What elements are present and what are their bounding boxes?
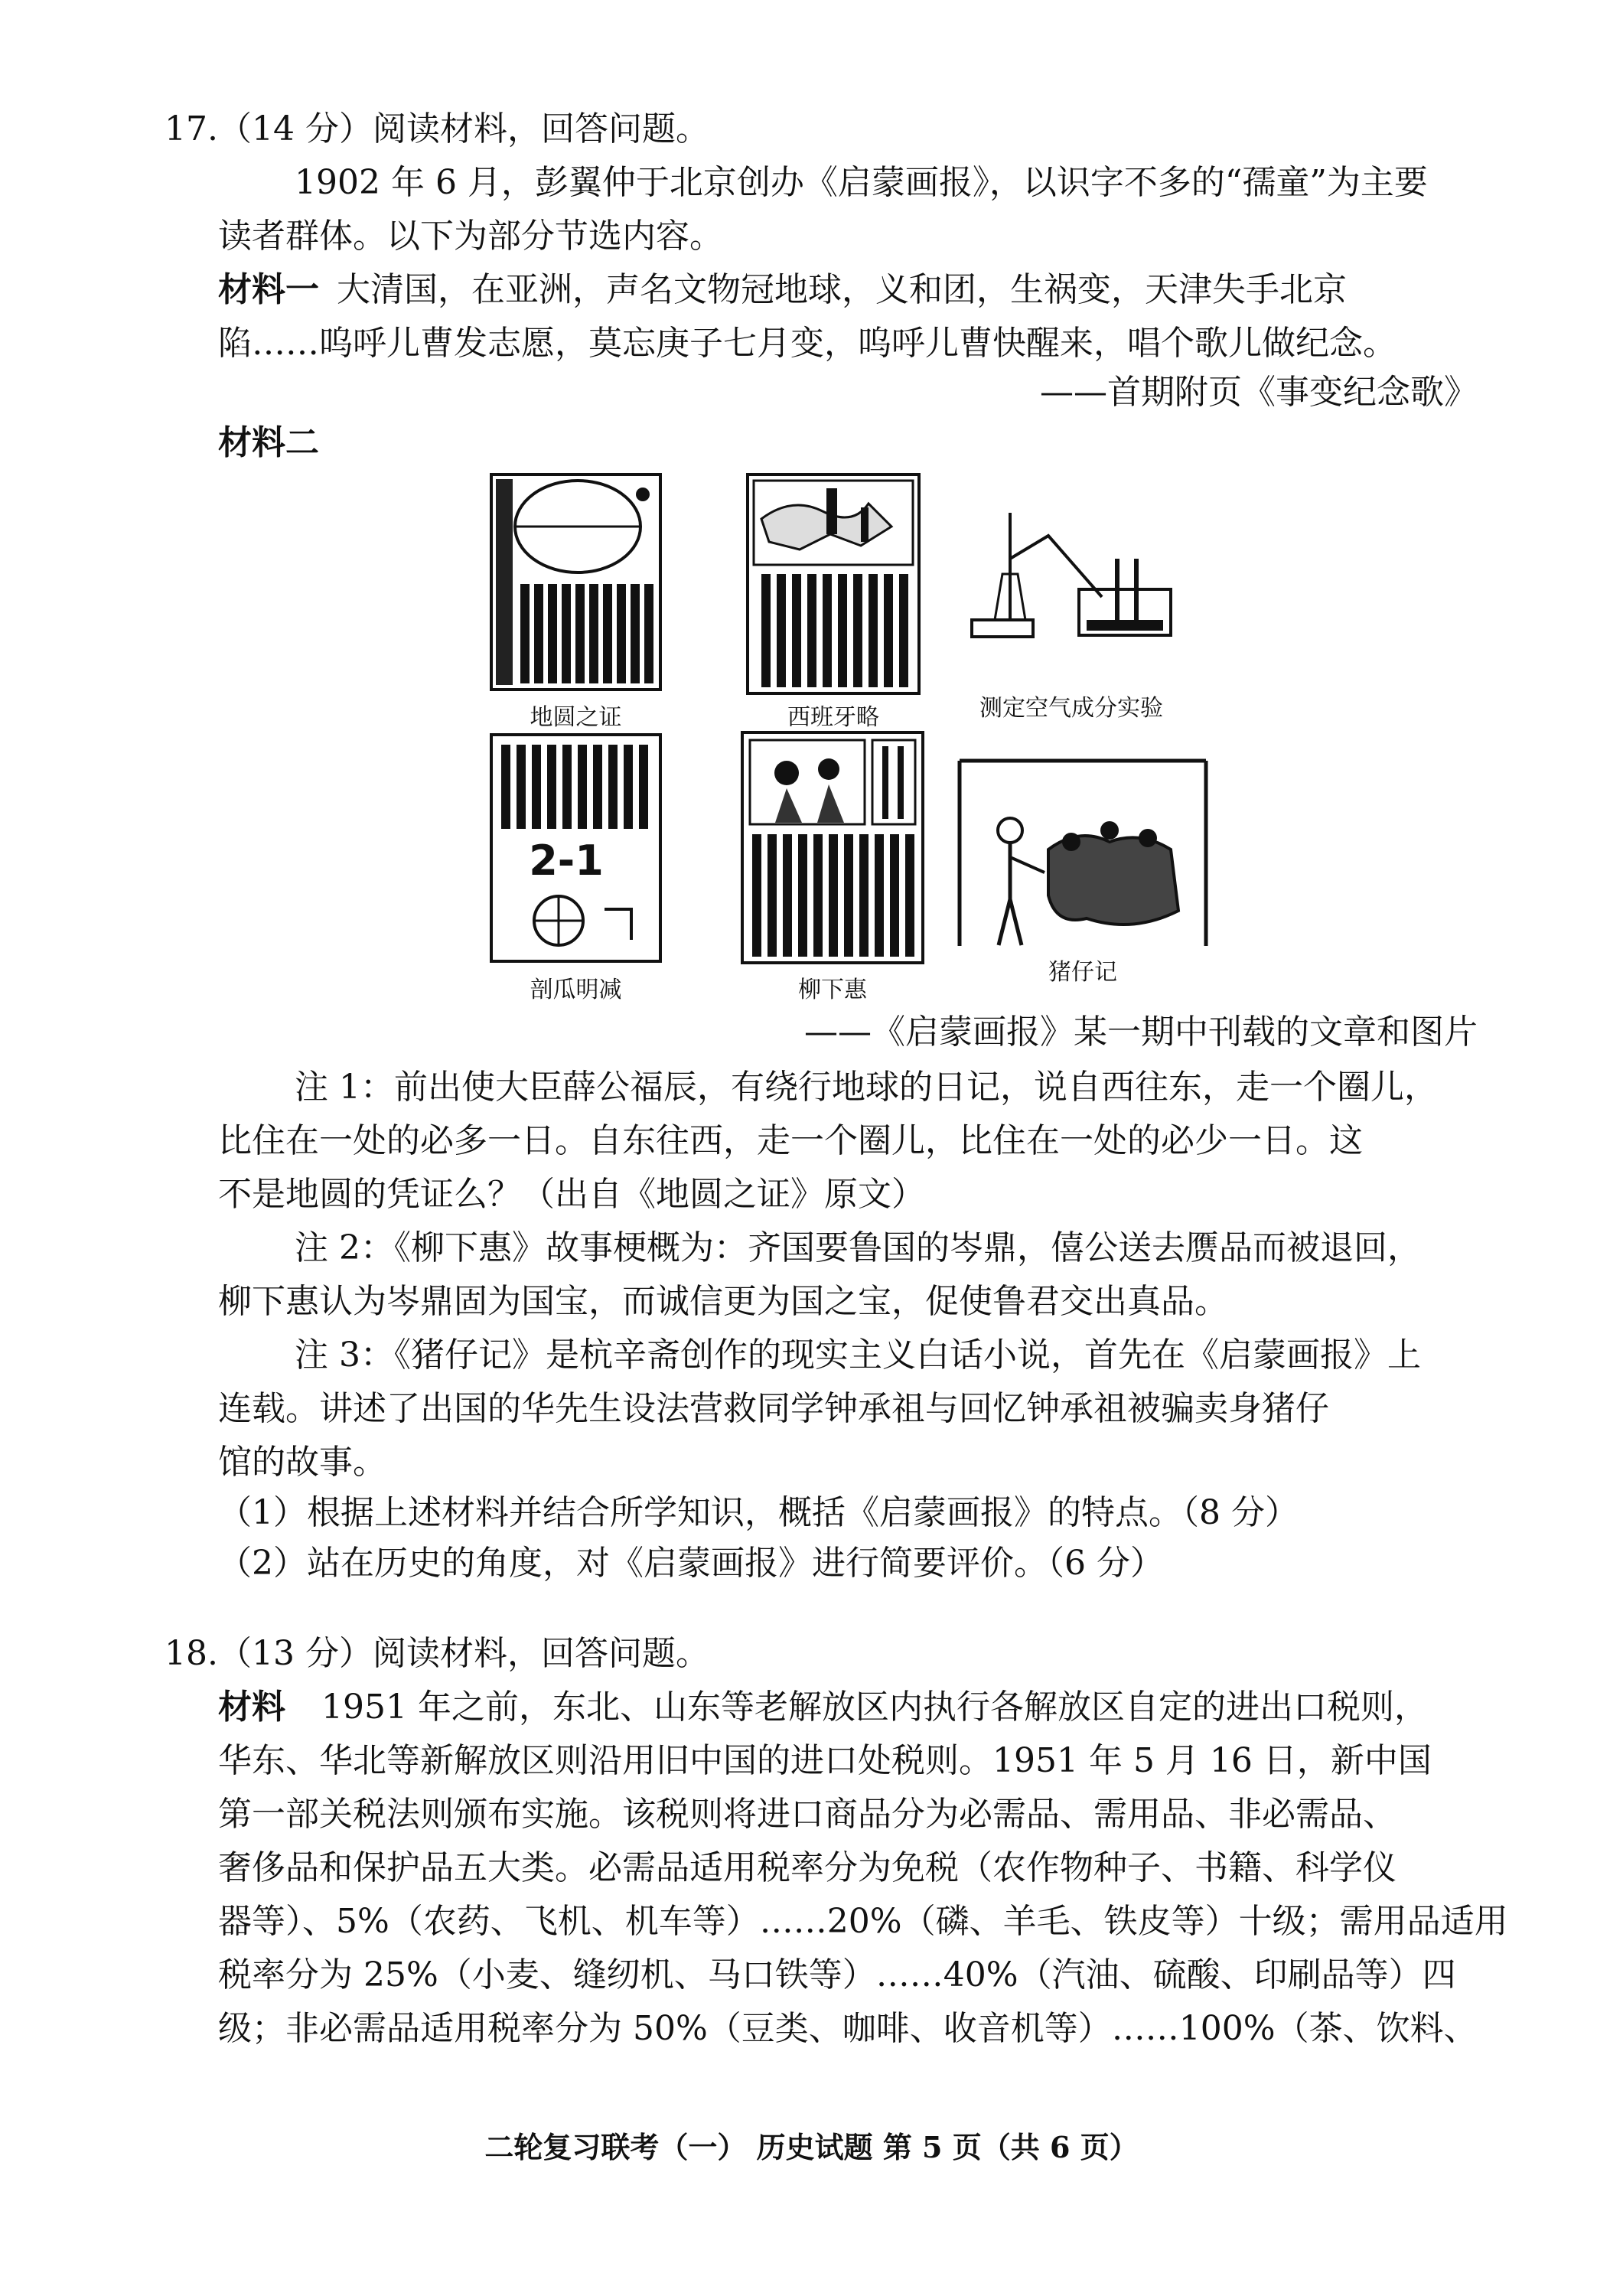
q18-heading: 18.（13 分）阅读材料，回答问题。 <box>165 1634 709 1673</box>
q17-material2-label: 材料二 <box>218 423 319 462</box>
note1-line-3: 不是地圆的凭证么？（出自《地圆之证》原文） <box>218 1175 925 1214</box>
melon-illustration <box>490 733 662 963</box>
note3-line-2: 连载。讲述了出国的华先生设法营救同学钟承祖与回忆钟承祖被骗卖身猪仔 <box>218 1389 1329 1428</box>
melon-equation: 2-1 <box>529 837 604 885</box>
caption-melon: 剖瓜明减 <box>530 977 622 1003</box>
caption-earth: 地圆之证 <box>530 704 622 731</box>
q17-heading: 17.（14 分）阅读材料，回答问题。 <box>165 109 709 148</box>
q17-intro-line-1: 1902 年 6 月，彭翼仲于北京创办《启蒙画报》，以识字不多的“孺童”为主要 <box>295 163 1428 202</box>
note3-line-3: 馆的故事。 <box>218 1443 386 1482</box>
caption-liuxiahui: 柳下惠 <box>798 977 867 1003</box>
liuxiahui-illustration <box>741 731 924 964</box>
q18-line-2: 华东、华北等新解放区则沿用旧中国的进口处税则。1951 年 5 月 16 日，新中国 <box>218 1741 1432 1780</box>
caption-spain: 西班牙略 <box>787 704 879 731</box>
piglet-story-illustration <box>957 758 1209 949</box>
q17-material1-label: 材料一 <box>218 270 319 309</box>
note3-line-1: 注 3：《猪仔记》是杭辛斋创作的现实主义白话小说，首先在《启蒙画报》上 <box>295 1336 1421 1375</box>
q18-line-5: 器等）、5%（农药、飞机、机车等）……20%（磷、羊毛、铁皮等）十级；需用品适用 <box>218 1902 1508 1941</box>
caption-air: 测定空气成分实验 <box>979 695 1163 722</box>
note1-line-1: 注 1：前出使大臣薛公福辰，有绕行地球的日记，说自西往东，走一个圈儿， <box>295 1068 1438 1107</box>
earth-proof-illustration <box>490 473 662 691</box>
q18-line-1: 1951 年之前，东北、山东等老解放区内执行各解放区自定的进出口税则， <box>321 1688 1428 1727</box>
q17-subquestion-2: （2）站在历史的角度，对《启蒙画报》进行简要评价。（6 分） <box>218 1544 1164 1583</box>
q17-material1-line-1: 大清国，在亚洲，声名文物冠地球，义和团，生祸变，天津失手北京 <box>337 270 1347 309</box>
q17-intro-line-2: 读者群体。以下为部分节选内容。 <box>218 217 723 256</box>
spain-illustration <box>746 473 921 695</box>
q18-material-label: 材料 <box>218 1688 285 1727</box>
q18-line-7: 级；非必需品适用税率分为 50%（豆类、咖啡、收音机等）……100%（茶、饮料、 <box>218 2009 1478 2048</box>
note1-line-2: 比住在一处的必多一日。自东往西，走一个圈儿，比住在一处的必少一日。这 <box>218 1121 1363 1160</box>
q17-material1-line-2: 陷……呜呼儿曹发志愿，莫忘庚子七月变，呜呼儿曹快醒来，唱个歌儿做纪念。 <box>218 324 1396 363</box>
q18-line-6: 税率分为 25%（小麦、缝纫机、马口铁等）……40%（汽油、硫酸、印刷品等）四 <box>218 1955 1456 1994</box>
caption-piglet: 猪仔记 <box>1048 959 1117 986</box>
q18-line-4: 奢侈品和保护品五大类。必需品适用税率分为免税（农作物种子、书籍、科学仪 <box>218 1848 1396 1887</box>
note2-line-1: 注 2：《柳下惠》故事梗概为：齐国要鲁国的岑鼎，僖公送去赝品而被退回， <box>295 1228 1421 1267</box>
q18-line-3: 第一部关税法则颁布实施。该税则将进口商品分为必需品、需用品、非必需品、 <box>218 1795 1396 1834</box>
q17-subquestion-1: （1）根据上述材料并结合所学知识，概括《启蒙画报》的特点。（8 分） <box>218 1493 1299 1532</box>
page-footer: 二轮复习联考（一） 历史试题 第 5 页（共 6 页） <box>484 2130 1139 2164</box>
q17-material2-source: ——《启蒙画报》某一期中刊载的文章和图片 <box>804 1013 1478 1052</box>
air-experiment-illustration <box>964 505 1178 658</box>
q17-material1-source: ——首期附页《事变纪念歌》 <box>1040 373 1478 412</box>
note2-line-2: 柳下惠认为岑鼎固为国宝，而诚信更为国之宝，促使鲁君交出真品。 <box>218 1282 1228 1321</box>
